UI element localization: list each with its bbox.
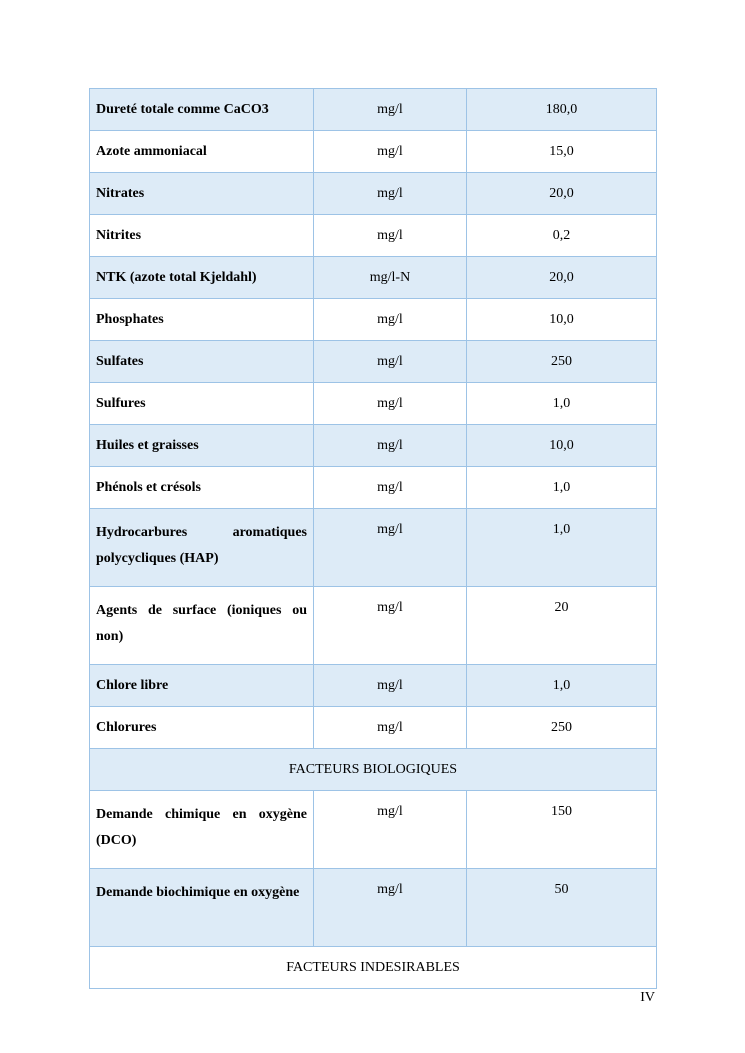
section-header: FACTEURS BIOLOGIQUES bbox=[90, 749, 657, 791]
limit-value: 20 bbox=[467, 587, 657, 665]
unit-cell: mg/l bbox=[314, 791, 467, 869]
section-header: FACTEURS INDESIRABLES bbox=[90, 947, 657, 989]
unit-cell: mg/l bbox=[314, 707, 467, 749]
limit-value: 0,2 bbox=[467, 215, 657, 257]
unit-cell: mg/l bbox=[314, 665, 467, 707]
limit-value: 50 bbox=[467, 869, 657, 947]
parameter-name: Phosphates bbox=[90, 299, 314, 341]
unit-cell: mg/l bbox=[314, 299, 467, 341]
table-row bbox=[90, 89, 657, 131]
parameter-name: Chlorures bbox=[90, 707, 314, 749]
parameter-name: Nitrates bbox=[90, 173, 314, 215]
unit-cell: mg/l bbox=[314, 383, 467, 425]
parameter-name: Agents de surface (ioniques ou non) bbox=[90, 587, 314, 665]
table-row bbox=[90, 425, 657, 467]
table-row bbox=[90, 131, 657, 173]
page-number: IV bbox=[640, 990, 655, 1005]
limit-value: 20,0 bbox=[467, 257, 657, 299]
parameter-name: Phénols et crésols bbox=[90, 467, 314, 509]
table-row bbox=[90, 173, 657, 215]
table-row bbox=[90, 869, 657, 947]
limit-value: 1,0 bbox=[467, 383, 657, 425]
parameter-name: Sulfates bbox=[90, 341, 314, 383]
table-row bbox=[90, 467, 657, 509]
unit-cell: mg/l bbox=[314, 509, 467, 587]
parameter-name: Dureté totale comme CaCO3 bbox=[90, 89, 314, 131]
parameter-name: Azote ammoniacal bbox=[90, 131, 314, 173]
table-row bbox=[90, 299, 657, 341]
limit-value: 150 bbox=[467, 791, 657, 869]
table-row bbox=[90, 707, 657, 749]
table-row bbox=[90, 509, 657, 587]
limit-value: 1,0 bbox=[467, 665, 657, 707]
unit-cell: mg/l bbox=[314, 467, 467, 509]
table-row bbox=[90, 215, 657, 257]
limit-value: 10,0 bbox=[467, 299, 657, 341]
unit-cell: mg/l bbox=[314, 173, 467, 215]
limit-value: 10,0 bbox=[467, 425, 657, 467]
limit-value: 250 bbox=[467, 707, 657, 749]
limit-value: 1,0 bbox=[467, 467, 657, 509]
unit-cell: mg/l bbox=[314, 215, 467, 257]
limit-value: 250 bbox=[467, 341, 657, 383]
parameter-name: Sulfures bbox=[90, 383, 314, 425]
parameter-name: NTK (azote total Kjeldahl) bbox=[90, 257, 314, 299]
table-row bbox=[90, 791, 657, 869]
parameter-name: Nitrites bbox=[90, 215, 314, 257]
limit-value: 1,0 bbox=[467, 509, 657, 587]
table-row bbox=[90, 665, 657, 707]
parameter-name: Demande biochimique en oxygène bbox=[90, 869, 314, 947]
table-row bbox=[90, 341, 657, 383]
unit-cell: mg/l bbox=[314, 89, 467, 131]
unit-cell: mg/l bbox=[314, 131, 467, 173]
limit-value: 180,0 bbox=[467, 89, 657, 131]
parameter-name: Huiles et graisses bbox=[90, 425, 314, 467]
unit-cell: mg/l bbox=[314, 869, 467, 947]
table-body bbox=[90, 89, 657, 989]
unit-cell: mg/l bbox=[314, 341, 467, 383]
unit-cell: mg/l-N bbox=[314, 257, 467, 299]
section-header-row bbox=[90, 749, 657, 791]
table-row bbox=[90, 257, 657, 299]
unit-cell: mg/l bbox=[314, 587, 467, 665]
unit-cell: mg/l bbox=[314, 425, 467, 467]
parameter-name: Chlore libre bbox=[90, 665, 314, 707]
parameter-name: Demande chimique en oxygène (DCO) bbox=[90, 791, 314, 869]
parameter-name: Hydrocarbures aromatiques polycycliques (HAP) bbox=[90, 509, 314, 587]
limit-value: 15,0 bbox=[467, 131, 657, 173]
table-row bbox=[90, 383, 657, 425]
water-quality-table bbox=[89, 88, 657, 989]
section-header-row bbox=[90, 947, 657, 989]
table-row bbox=[90, 587, 657, 665]
limit-value: 20,0 bbox=[467, 173, 657, 215]
